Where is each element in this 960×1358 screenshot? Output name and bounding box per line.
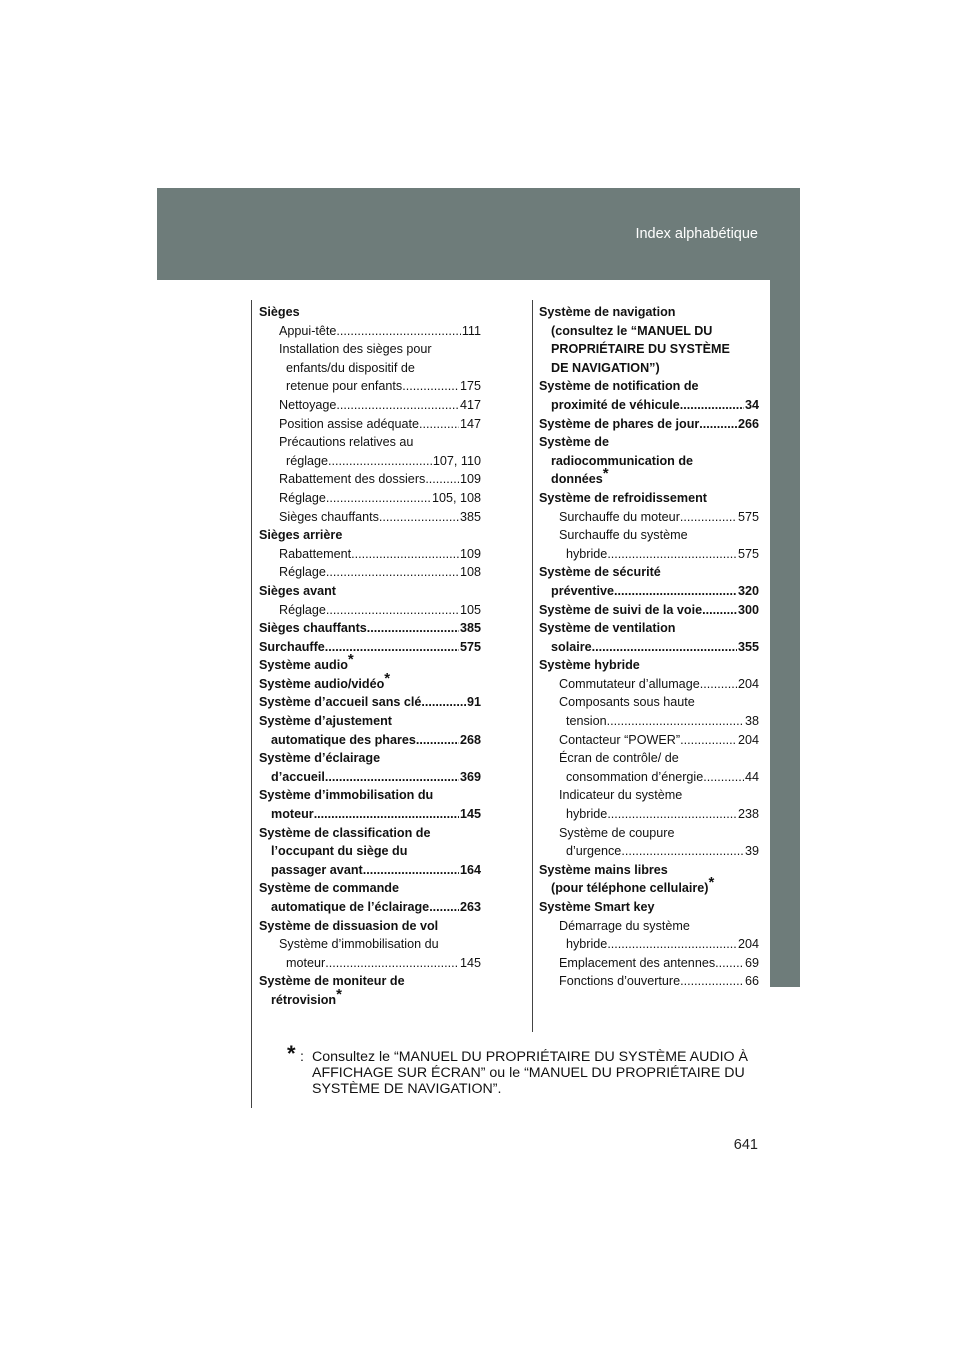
entry-term: Système mains libres	[539, 862, 668, 877]
entry-term: PROPRIÉTAIRE DU SYSTÈME	[551, 342, 730, 357]
footnote	[287, 1041, 767, 1097]
entry-term: Surchauffe	[259, 639, 325, 654]
entry-term: Réglage	[279, 602, 326, 617]
index-entry	[259, 985, 481, 1010]
entry-term: Système de	[539, 435, 610, 450]
entry-page: 108	[459, 565, 481, 580]
entry-term: Contacteur “POWER”	[559, 732, 681, 747]
dot-leader	[419, 415, 459, 434]
entry-term: d’accueil	[271, 769, 325, 784]
entry-term: Nettoyage	[279, 397, 337, 412]
dot-leader	[702, 601, 737, 620]
entry-term: Position assise adéquate	[279, 416, 420, 431]
dot-leader	[325, 768, 459, 787]
index-entry	[259, 917, 481, 936]
entry-page: 105	[459, 602, 481, 617]
index-entry	[539, 824, 759, 843]
entry-term: d’urgence	[566, 844, 622, 859]
index-entry	[259, 842, 481, 861]
dot-leader	[614, 582, 737, 601]
dot-leader	[314, 805, 459, 824]
entry-term: Système hybride	[539, 658, 640, 673]
entry-term: Appui-tête	[279, 323, 337, 338]
index-entry	[539, 415, 759, 434]
index-entry	[259, 396, 481, 415]
index-entry	[539, 675, 759, 694]
index-entry	[539, 465, 759, 489]
index-entry	[539, 874, 759, 898]
index-entry	[539, 656, 759, 675]
dot-leader	[680, 396, 744, 415]
entry-term: DE NAVIGATION”)	[551, 360, 660, 375]
footnote-text: Consultez le “MANUEL DU PROPRIÉTAIRE DU SYSTÈME AUDIO À AFFICHAGE SUR ÉCRAN” ou le “MANUEL DU PROPRIÉTAIRE DU SYSTÈME DE NAVIGATION”.	[312, 1049, 748, 1097]
dot-leader	[621, 842, 744, 861]
left-margin-rule	[251, 300, 252, 1108]
index-column-right	[539, 303, 759, 991]
entry-page: 263	[459, 900, 481, 914]
index-entry	[259, 619, 481, 638]
entry-term: Système Smart key	[539, 900, 655, 914]
index-entry	[259, 768, 481, 787]
dot-leader	[328, 452, 432, 471]
entry-term: Écran de contrôle/ de	[559, 751, 679, 766]
entry-term: Sièges avant	[259, 583, 337, 598]
index-entry	[259, 359, 481, 378]
index-entry	[259, 749, 481, 768]
entry-term: Rabattement	[279, 546, 352, 561]
entry-term: Réglage	[279, 490, 326, 505]
index-entry	[539, 322, 759, 341]
dot-leader	[326, 563, 459, 582]
dot-leader	[363, 861, 459, 880]
entry-term: Fonctions d’ouverture	[559, 974, 681, 989]
index-entry	[539, 452, 759, 471]
entry-page: 44	[744, 769, 759, 784]
entry-page: 111	[461, 323, 481, 338]
index-entry	[259, 898, 481, 917]
entry-term: Système de refroidissement	[539, 490, 707, 505]
index-entry	[539, 303, 759, 322]
entry-page: 266	[737, 416, 759, 431]
index-entry	[539, 749, 759, 768]
entry-term: Réglage	[279, 565, 326, 580]
entry-page: 320	[737, 583, 759, 598]
index-entry	[539, 489, 759, 508]
index-entry	[539, 972, 759, 991]
entry-term: hybride	[566, 807, 608, 822]
index-entry	[539, 935, 759, 954]
entry-term: hybride	[566, 937, 608, 952]
index-entry	[539, 786, 759, 805]
dot-leader	[715, 954, 744, 973]
dot-leader	[326, 601, 459, 620]
index-entry	[259, 712, 481, 731]
entry-term: moteur	[286, 955, 326, 970]
entry-page: 164	[459, 862, 481, 877]
index-entry	[539, 861, 759, 880]
entry-term: Sièges arrière	[259, 528, 343, 543]
index-entry	[539, 396, 759, 415]
dot-leader	[703, 768, 744, 787]
index-column-left	[259, 303, 481, 1010]
entry-term: Système de navigation	[539, 305, 676, 319]
index-entry	[539, 340, 759, 359]
index-entry	[259, 470, 481, 489]
index-entry	[539, 898, 759, 917]
index-entry	[539, 508, 759, 527]
dot-leader	[325, 638, 459, 657]
index-entry	[539, 582, 759, 601]
asterisk-marker: *	[336, 985, 342, 1003]
entry-term: Indicateur du système	[559, 788, 683, 803]
entry-term: Précautions relatives au	[279, 435, 414, 450]
index-entry	[539, 433, 759, 452]
entry-term: Système de suivi de la voie	[539, 602, 703, 617]
entry-term: données	[551, 472, 603, 487]
index-entry	[539, 693, 759, 712]
index-entry	[259, 377, 481, 396]
entry-page: 385	[459, 621, 481, 636]
dot-leader	[325, 954, 459, 973]
index-entry	[259, 340, 481, 359]
dot-leader	[592, 638, 737, 657]
dot-leader	[680, 731, 737, 750]
entry-term: moteur	[271, 807, 314, 822]
entry-term: (pour téléphone cellulaire)	[551, 881, 709, 896]
entry-term: Système de dissuasion de vol	[259, 918, 439, 933]
index-entry	[259, 824, 481, 843]
entry-term: Démarrage du système	[559, 918, 690, 933]
index-entry	[539, 601, 759, 620]
index-entry	[539, 768, 759, 787]
dot-leader	[680, 972, 744, 991]
dot-leader	[607, 805, 737, 824]
entry-term: Sièges chauffants	[259, 621, 367, 636]
dot-leader	[402, 377, 459, 396]
entry-page: 417	[459, 397, 481, 412]
dot-leader	[421, 693, 466, 712]
index-entry	[259, 601, 481, 620]
dot-leader	[699, 415, 737, 434]
entry-term: Sièges chauffants	[279, 509, 379, 524]
entry-page: 268	[459, 732, 481, 747]
asterisk-marker: *	[347, 651, 354, 669]
entry-page: 109	[459, 472, 481, 487]
entry-term: Système d’ajustement	[259, 714, 392, 729]
index-entry	[539, 712, 759, 731]
entry-page: 91	[466, 695, 481, 710]
entry-page: 204	[737, 937, 759, 952]
entry-term: Composants sous haute	[559, 695, 695, 710]
header-band	[157, 188, 800, 280]
index-entry	[259, 526, 481, 545]
asterisk-marker: *	[384, 669, 391, 687]
entry-term: automatique des phares	[271, 732, 416, 747]
index-entry	[259, 693, 481, 712]
dot-leader	[367, 619, 459, 638]
chapter-tab	[770, 280, 800, 987]
entry-page: 355	[737, 639, 759, 654]
asterisk-marker: *	[708, 874, 715, 892]
entry-term: enfants/du dispositif de	[286, 360, 415, 375]
dot-leader	[336, 322, 460, 341]
entry-term: Sièges	[259, 305, 300, 319]
entry-term: réglage	[286, 453, 329, 468]
entry-term: Système d’accueil sans clé	[259, 695, 422, 710]
index-entry	[539, 954, 759, 973]
index-entry	[539, 563, 759, 582]
page-number: 641	[733, 1137, 758, 1153]
index-entry	[259, 433, 481, 452]
entry-page: 575	[459, 639, 481, 654]
entry-page: 69	[744, 955, 759, 970]
column-divider	[532, 300, 533, 1032]
index-entry	[259, 563, 481, 582]
entry-term: Système d’immobilisation du	[279, 937, 439, 952]
entry-page: 109	[459, 546, 481, 561]
entry-term: Système de ventilation	[539, 621, 676, 636]
entry-term: Surchauffe du moteur	[559, 509, 680, 524]
index-entry	[259, 972, 481, 991]
entry-term: Système de sécurité	[539, 565, 661, 580]
entry-page: 204	[737, 676, 759, 691]
entry-term: l’occupant du siège du	[271, 844, 408, 859]
entry-term: hybride	[566, 546, 608, 561]
dot-leader	[680, 508, 737, 527]
index-entry	[259, 489, 481, 508]
entry-page: 39	[744, 844, 759, 859]
entry-term: solaire	[551, 639, 592, 654]
dot-leader	[379, 508, 459, 527]
index-entry	[539, 377, 759, 396]
index-entry	[259, 415, 481, 434]
entry-page: 300	[737, 602, 759, 617]
section-title: Index alphabétique	[635, 226, 758, 242]
index-entry	[539, 545, 759, 564]
index-entry	[259, 805, 481, 824]
entry-term: Système de phares de jour	[539, 416, 700, 431]
index-entry	[259, 954, 481, 973]
entry-term: proximité de véhicule	[551, 397, 680, 412]
entry-term: Système d’éclairage	[259, 751, 381, 766]
entry-page: 145	[459, 955, 481, 970]
index-entry	[539, 842, 759, 861]
entry-page: 238	[737, 807, 759, 822]
index-entry	[539, 638, 759, 657]
index-entry	[259, 322, 481, 341]
entry-page: 34	[744, 397, 759, 412]
index-entry	[539, 526, 759, 545]
entry-term: Système de moniteur de	[259, 974, 405, 989]
entry-page: 385	[459, 509, 481, 524]
index-entry	[259, 545, 481, 564]
entry-page: 175	[459, 379, 481, 394]
entry-term: (consultez le “MANUEL DU	[551, 323, 713, 338]
entry-page: 107, 110	[432, 453, 481, 468]
index-entry	[539, 917, 759, 936]
entry-term: Emplacement des antennes	[559, 955, 716, 970]
entry-term: Installation des sièges pour	[279, 342, 432, 357]
index-entry	[259, 879, 481, 898]
index-entry	[259, 731, 481, 750]
dot-leader	[416, 731, 459, 750]
index-entry	[259, 582, 481, 601]
dot-leader	[425, 470, 459, 489]
index-entry	[259, 669, 481, 694]
entry-term: Rabattement des dossiers	[279, 472, 426, 487]
index-entry	[259, 508, 481, 527]
entry-page: 145	[459, 807, 481, 822]
entry-page: 105, 108	[431, 490, 481, 505]
dot-leader	[429, 898, 459, 917]
index-entry	[539, 619, 759, 638]
entry-page: 66	[744, 974, 759, 989]
entry-term: tension	[566, 714, 607, 729]
entry-term: radiocommunication de	[551, 453, 694, 468]
entry-term: Système d’immobilisation du	[259, 788, 434, 803]
entry-page: 575	[737, 546, 759, 561]
index-entry	[259, 935, 481, 954]
entry-term: Système de coupure	[559, 825, 675, 840]
entry-term: préventive	[551, 583, 614, 598]
index-entry	[259, 638, 481, 657]
dot-leader	[700, 675, 737, 694]
entry-term: automatique de l’éclairage	[271, 900, 430, 914]
dot-leader	[336, 396, 459, 415]
entry-page: 38	[744, 714, 759, 729]
dot-leader	[326, 489, 431, 508]
dot-leader	[351, 545, 459, 564]
footnote-marker: *	[287, 1041, 296, 1066]
entry-term: passager avant	[271, 862, 363, 877]
entry-term: Système audio	[259, 658, 348, 673]
entry-term: Commutateur d’allumage	[559, 676, 700, 691]
entry-page: 369	[459, 769, 481, 784]
entry-page: 147	[459, 416, 481, 431]
index-entry	[539, 731, 759, 750]
index-entry	[539, 805, 759, 824]
entry-term: Système audio/vidéo	[259, 676, 385, 691]
index-entry	[259, 452, 481, 471]
entry-page: 575	[737, 509, 759, 524]
entry-term: Surchauffe du système	[559, 528, 688, 543]
entry-term: rétrovision	[271, 992, 337, 1007]
footnote-colon: :	[300, 1049, 304, 1065]
index-entry	[259, 861, 481, 880]
index-entry	[259, 303, 481, 322]
dot-leader	[607, 712, 744, 731]
entry-term: Système de notification de	[539, 379, 699, 394]
index-entry	[259, 651, 481, 675]
entry-term: Système de commande	[259, 881, 399, 896]
entry-term: consommation d’énergie	[566, 769, 704, 784]
dot-leader	[607, 935, 737, 954]
entry-term: Système de classification de	[259, 825, 431, 840]
entry-term: retenue pour enfants	[286, 379, 403, 394]
index-entry	[539, 359, 759, 378]
entry-page: 204	[737, 732, 759, 747]
dot-leader	[607, 545, 737, 564]
index-entry	[259, 786, 481, 805]
asterisk-marker: *	[602, 465, 609, 483]
